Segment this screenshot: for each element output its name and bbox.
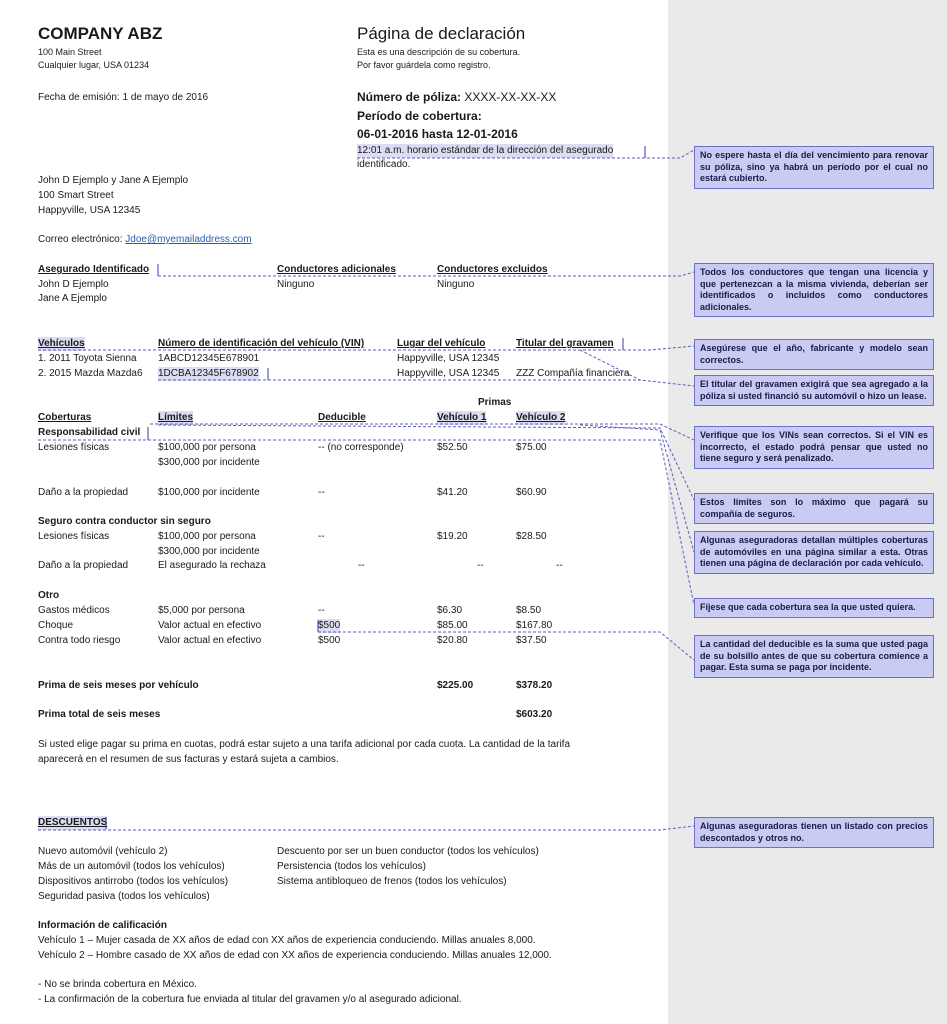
insured-street: 100 Smart Street <box>38 190 114 201</box>
insured-city: Happyville, USA 12345 <box>38 205 141 216</box>
premiums-label: Primas <box>478 397 512 408</box>
six-month-v2: $378.20 <box>516 680 553 691</box>
comment-renewal[interactable]: No espere hasta el día del vencimiento para renovar su póliza, sino ya habrá un período por el cual no estará cubierto. <box>694 146 934 189</box>
discount-right-3: Sistema antibloqueo de frenos (todos los vehículos) <box>277 876 507 887</box>
medical-v1: $6.30 <box>437 605 463 616</box>
bodily-limit1: $100,000 por persona <box>158 442 256 453</box>
vehicle-2-vin: 1DCBA12345F678902 <box>158 368 259 379</box>
policy-number-line <box>357 89 556 105</box>
medical-v2: $8.50 <box>516 605 542 616</box>
additional-drivers-value: Ninguno <box>277 279 315 290</box>
policy-label: Número de póliza: <box>357 90 462 104</box>
note-confirmation: - La confirmación de la cobertura fue enviada al titular del gravamen y/o al asegurado adicional. <box>38 994 462 1005</box>
property-v1: $41.20 <box>437 487 468 498</box>
vehicle-1-vin: 1ABCD12345E678901 <box>158 353 260 364</box>
property-label: Daño a la propiedad <box>38 487 129 498</box>
property-v2: $60.90 <box>516 487 547 498</box>
header-additional-drivers: Conductores adicionales <box>277 264 396 275</box>
comment-limits[interactable]: Estos límites son lo máximo que pagará su compañía de seguros. <box>694 493 934 524</box>
header-deductible: Deducible <box>318 412 366 423</box>
bodily-deductible: -- (no corresponde) <box>318 442 404 453</box>
bodily-limit2: $300,000 por incidente <box>158 457 260 468</box>
un-property-limit: El asegurado la rechaza <box>158 560 266 571</box>
collision-limit: Valor actual en efectivo <box>158 620 262 631</box>
header-vin: Número de identificación del vehículo (VIN) <box>158 338 365 349</box>
policy-number: XXXX-XX-XX-XX <box>464 90 557 104</box>
comprehensive-label: Contra todo riesgo <box>38 635 121 646</box>
discount-right-2: Persistencia (todos los vehículos) <box>277 861 426 872</box>
comment-discounts[interactable]: Algunas aseguradoras tienen un listado con precios descontados y otros no. <box>694 817 934 848</box>
un-property-deductible: -- <box>358 560 365 571</box>
period-note1: 12:01 a.m. horario estándar de la dirección del asegurado <box>357 145 614 156</box>
bodily-v2: $75.00 <box>516 442 547 453</box>
insured-names: John D Ejemplo y Jane A Ejemplo <box>38 175 189 186</box>
bodily-label: Lesiones físicas <box>38 442 110 453</box>
property-limit: $100,000 por incidente <box>158 487 260 498</box>
insured-driver-1: John D Ejemplo <box>38 279 109 290</box>
discount-left-4: Seguridad pasiva (todos los vehículos) <box>38 891 210 902</box>
comment-vehicle-model[interactable]: Asegúrese que el año, fabricante y modelo sean correctos. <box>694 339 934 370</box>
company-address-line1: 100 Main Street <box>38 47 102 57</box>
vehicle-1-location: Happyville, USA 12345 <box>397 353 500 364</box>
header-identified-insured: Asegurado Identificado <box>38 264 150 275</box>
un-bodily-v1: $19.20 <box>437 531 468 542</box>
medical-deductible: -- <box>318 605 325 616</box>
declaration-title: Página de declaración <box>357 24 526 43</box>
discount-left-2: Más de un automóvil (todos los vehículos) <box>38 861 225 872</box>
email-link[interactable]: Jdoe@myemailaddress.com <box>125 234 252 245</box>
un-property-v2: -- <box>556 560 563 571</box>
installments-note2: aparecerá en el resumen de sus facturas y estará sujeta a cambios. <box>38 754 339 765</box>
comment-deductible[interactable]: La cantidad del deducible es la suma que usted paga de su bolsillo antes de que su cobertura comience a pagar. Esta suma se paga por incidente. <box>694 635 934 678</box>
other-title: Otro <box>38 590 60 601</box>
discount-left-1: Nuevo automóvil (vehículo 2) <box>38 846 168 857</box>
medical-label: Gastos médicos <box>38 605 110 616</box>
note-mexico: - No se brinda cobertura en México. <box>38 979 197 990</box>
period-note2: identificado. <box>357 159 411 170</box>
collision-label: Choque <box>38 620 74 631</box>
six-month-label: Prima de seis meses por vehículo <box>38 680 199 691</box>
insured-driver-2: Jane A Ejemplo <box>38 293 107 304</box>
un-property-label: Daño a la propiedad <box>38 560 129 571</box>
header-vehicle-2: Vehículo 2 <box>516 412 566 423</box>
comment-lienholder[interactable]: El titular del gravamen exigirá que sea agregado a la póliza si usted financió su automóvil o hizo un lease. <box>694 375 934 406</box>
company-name: COMPANY ABZ <box>38 24 163 43</box>
rating-title: Información de calificación <box>38 920 167 931</box>
bodily-v1: $52.50 <box>437 442 468 453</box>
total-value: $603.20 <box>516 709 553 720</box>
email-label: Correo electrónico: <box>38 234 123 245</box>
header-excluded-drivers: Conductores excluidos <box>437 264 548 275</box>
comprehensive-v2: $37.50 <box>516 635 547 646</box>
comment-vin[interactable]: Verifique que los VINs sean correctos. Si el VIN es incorrecto, el estado podrá pensar que usted no tiene seguro y será penalizado. <box>694 426 934 469</box>
un-bodily-label: Lesiones físicas <box>38 531 110 542</box>
un-bodily-deductible: -- <box>318 531 325 542</box>
header-coverages: Coberturas <box>38 412 92 423</box>
issue-date: Fecha de emisión: 1 de mayo de 2016 <box>38 92 209 103</box>
liability-title: Responsabilidad civil <box>38 427 141 438</box>
insured-email-line <box>38 233 252 247</box>
collision-v2: $167.80 <box>516 620 553 631</box>
vehicle-2-lienholder: ZZZ Compañía financiera <box>516 368 630 379</box>
comment-coverage-check[interactable]: Fíjese que cada cobertura sea la que usted quiera. <box>694 598 934 618</box>
six-month-v1: $225.00 <box>437 680 474 691</box>
discounts-title: DESCUENTOS <box>38 817 108 828</box>
collision-v1: $85.00 <box>437 620 468 631</box>
uninsured-title: Seguro contra conductor sin seguro <box>38 516 211 527</box>
un-bodily-limit1: $100,000 por persona <box>158 531 256 542</box>
company-address-line2: Cualquier lugar, USA 01234 <box>38 60 150 70</box>
declaration-subtitle1: Esta es una descripción de su cobertura. <box>357 47 521 57</box>
header-vehicle-1: Vehículo 1 <box>437 412 487 423</box>
excluded-drivers-value: Ninguno <box>437 279 475 290</box>
comprehensive-v1: $20.80 <box>437 635 468 646</box>
declaration-subtitle2: Por favor guárdela como registro. <box>357 60 491 70</box>
un-bodily-v2: $28.50 <box>516 531 547 542</box>
header-lienholder: Titular del gravamen <box>516 338 614 349</box>
header-vehicles: Vehículos <box>38 338 85 349</box>
un-property-v1: -- <box>477 560 484 571</box>
vehicle-2-name: 2. 2015 Mazda Mazda6 <box>38 368 143 379</box>
discount-right-1: Descuento por ser un buen conductor (todos los vehículos) <box>277 846 539 857</box>
comment-multiple-coverages[interactable]: Algunas aseguradoras detallan múltiples coberturas de automóviles en una página similar a esta. Otras tienen una página de declaración por cada vehículo. <box>694 531 934 574</box>
total-label: Prima total de seis meses <box>38 709 161 720</box>
vehicle-1-name: 1. 2011 Toyota Sienna <box>38 353 137 364</box>
comment-drivers[interactable]: Todos los conductores que tengan una licencia y que pertenezcan a la misma vivienda, deberían ser identificados o incluidos como conductores adicionales. <box>694 263 934 317</box>
collision-deductible: $500 <box>318 620 341 631</box>
medical-limit: $5,000 por persona <box>158 605 245 616</box>
header-vehicle-location: Lugar del vehículo <box>397 338 486 349</box>
period-dates: 06-01-2016 hasta 12-01-2016 <box>357 127 518 141</box>
installments-note1: Si usted elige pagar su prima en cuotas, podrá estar sujeto a una tarifa adicional por cada cuota. La cantidad de la tarifa <box>38 739 571 750</box>
rating-vehicle1: Vehículo 1 – Mujer casada de XX años de edad con XX años de experiencia conduciendo. Millas anuales 8,000. <box>38 935 536 946</box>
un-bodily-limit2: $300,000 por incidente <box>158 546 260 557</box>
comprehensive-deductible: $500 <box>318 635 341 646</box>
property-deductible: -- <box>318 487 325 498</box>
discount-left-3: Dispositivos antirrobo (todos los vehículos) <box>38 876 229 887</box>
comprehensive-limit: Valor actual en efectivo <box>158 635 262 646</box>
period-label: Período de cobertura: <box>357 109 482 123</box>
header-limits: Límites <box>158 412 194 423</box>
vehicle-2-location: Happyville, USA 12345 <box>397 368 500 379</box>
rating-vehicle2: Vehículo 2 – Hombre casado de XX años de edad con XX años de experiencia conduciendo. Millas anuales 12,000. <box>38 950 552 961</box>
